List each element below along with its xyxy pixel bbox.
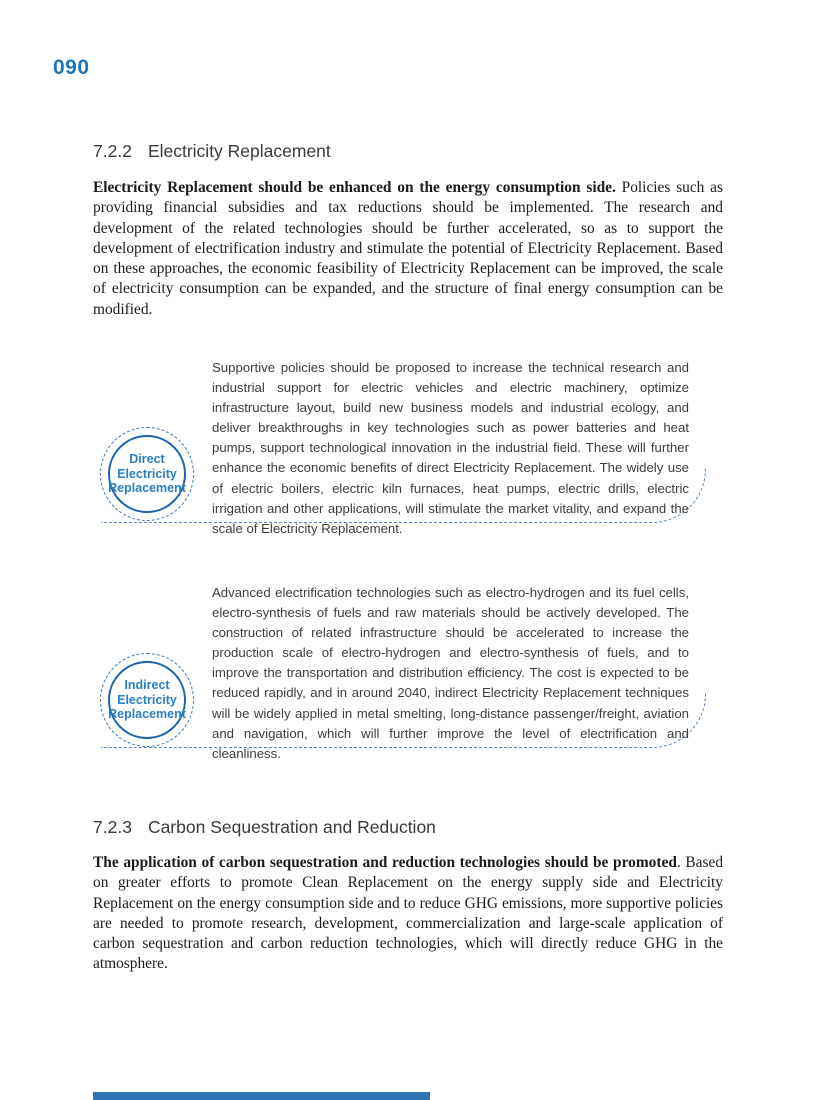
footer-accent-bar: [93, 1092, 430, 1100]
section-number: 7.2.3: [93, 817, 132, 837]
badge-line-1: Direct: [129, 452, 165, 467]
callout-indirect-electricity-replacement: [93, 577, 733, 761]
badge-circle: [108, 435, 186, 513]
badge-line-3: Replacement: [108, 707, 186, 722]
badge-line-1: Indirect: [124, 678, 170, 693]
callout-text: Supportive policies should be proposed to increase the technical research and industrial support for electric vehicles and electric machinery, optimize infrastructure layout, build new business models and industrial ecology, and deliver breakthroughs in key technologies such as power batteries and heat pumps, support technological innovation in the industrial field. These will further enhance the economic benefits of direct Electricity Replacement. The widely use of electric boilers, electric kiln furnaces, heat pumps, electric drills, electric irrigation and other applications, will stimulate the market vitality, and expand the scale of Electricity Replacement.: [212, 360, 689, 536]
page-number: 090: [53, 56, 90, 79]
paragraph-lead-bold: The application of carbon sequestration and reduction technologies should be promoted: [93, 854, 677, 871]
section-number: 7.2.2: [93, 141, 132, 161]
paragraph-body-text: . Based on greater efforts to promote Clean Replacement on the energy supply side and Electricity Replacement on the energy consumption side and to reduce GHG emissions, more supportive policies are needed to promote research, development, commercialization and large-scale application of carbon sequestration and carbon reduction technologies, which will directly reduce GHG in the atmosphere.: [93, 854, 724, 973]
badge-line-2: Electricity: [117, 466, 177, 481]
paragraph-lead-bold: Electricity Replacement should be enhanced on the energy consumption side.: [93, 179, 616, 196]
section-title: Carbon Sequestration and Reduction: [147, 817, 436, 837]
callout-direct-electricity-replacement: [93, 352, 733, 536]
badge-line-2: Electricity: [117, 692, 177, 707]
callout-text: Advanced electrification technologies such as electro-hydrogen and its fuel cells, electro-synthesis of fuels and raw materials should be actively developed. The construction of related infrastructure should be accelerated to increase the production scale of electro-hydrogen and electro-synthesis of fuels, and to improve the transportation and distribution efficiency. The cost is expected to be reduced rapidly, and in around 2040, indirect Electricity Replacement techniques will be widely applied in metal smelting, long-distance passenger/freight, aviation and navigation, which will further improve the level of electrification and cleanliness.: [212, 585, 689, 761]
section-title: Electricity Replacement: [147, 141, 331, 161]
badge-circle: [108, 661, 186, 739]
section-heading-electricity-replacement: [93, 141, 331, 162]
badge-direct-electricity-replacement: [100, 427, 194, 521]
paragraph-carbon-sequestration: [93, 853, 723, 975]
badge-indirect-electricity-replacement: [100, 653, 194, 747]
badge-line-3: Replacement: [108, 481, 186, 496]
paragraph-body-text: Policies such as providing financial subsidies and tax reductions should be implemented. The research and development of the related technologies should be further accelerated, so as to support the development of electrification industry and stimulate the potential of Electricity Replacement. Based on these approaches, the economic feasibility of Electricity Replacement can be improved, the scale of electricity consumption can be expanded, and the structure of final energy consumption can be modified.: [93, 179, 723, 318]
section-heading-carbon-sequestration: [93, 817, 436, 838]
paragraph-electricity-replacement: [93, 178, 723, 320]
